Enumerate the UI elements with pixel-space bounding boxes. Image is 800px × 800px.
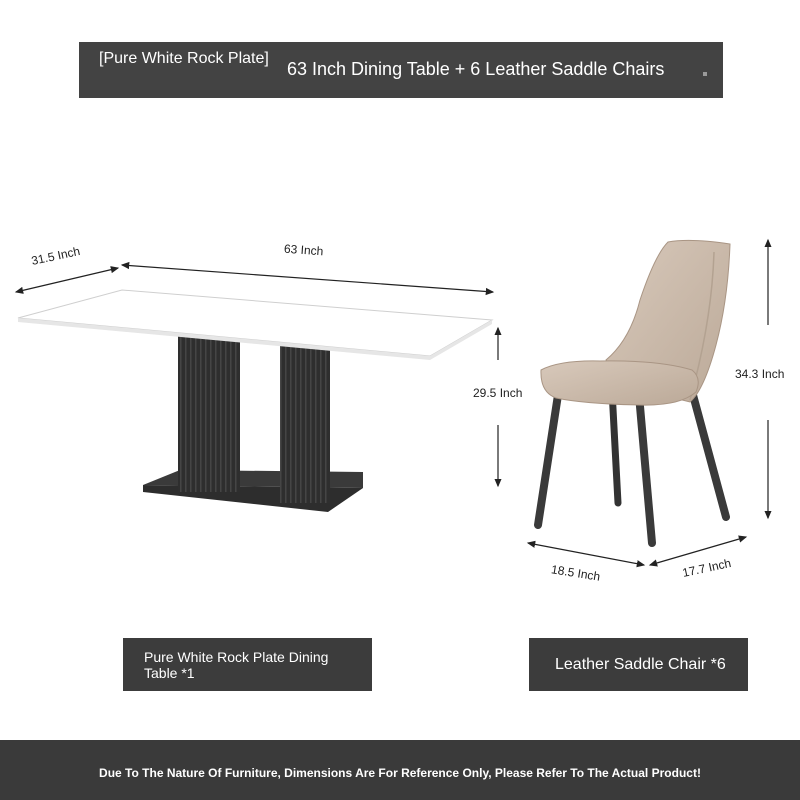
chair-leg (639, 395, 652, 543)
disclaimer-footer (0, 740, 800, 800)
chair-leg (693, 395, 726, 517)
chair-height-label: 34.3 Inch (735, 367, 785, 381)
table-dimension-arrows (16, 265, 498, 486)
chair-caption-text: Leather Saddle Chair *6 (555, 656, 726, 673)
chair-leg (612, 390, 618, 503)
disclaimer-text: Due To The Nature Of Furniture, Dimensions Are For Reference Only, Please Refer To The Actual Product! (99, 766, 701, 780)
chair-depth-label: 17.7 Inch (681, 556, 733, 580)
table-pedestal-left (178, 335, 240, 492)
dining-table (18, 290, 492, 512)
chair-leg (538, 395, 558, 525)
table-caption (123, 638, 372, 691)
table-depth-label: 31.5 Inch (30, 244, 82, 268)
chair-seat (541, 361, 698, 405)
table-caption-text: Pure White Rock Plate Dining Table *1 (144, 649, 329, 681)
banner-headline: 63 Inch Dining Table + 6 Leather Saddle Chairs (287, 59, 665, 79)
chair-width-label: 18.5 Inch (550, 562, 602, 584)
saddle-chair (538, 240, 730, 543)
table-height-label: 29.5 Inch (473, 386, 523, 400)
chair-caption (529, 638, 748, 691)
banner-tag: [Pure White Rock Plate] (99, 50, 269, 67)
table-length-label: 63 Inch (283, 241, 324, 259)
table-top (18, 290, 492, 356)
table-pedestal-right (280, 343, 330, 503)
